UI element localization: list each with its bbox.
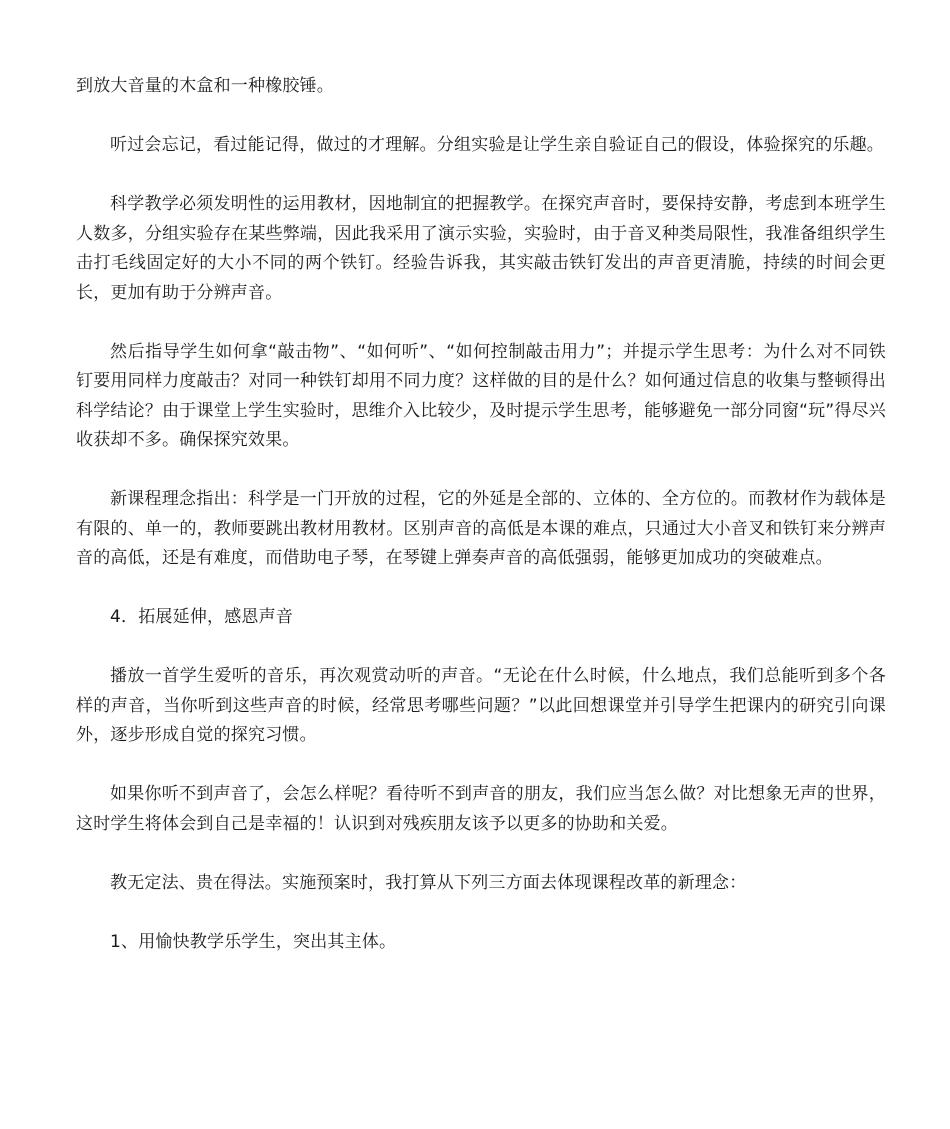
paragraph: 如果你听不到声音了，会怎么样呢？看待听不到声音的朋友，我们应当怎么做？对比想象无声的世界，这时学生将体会到自己是幸福的！认识到对残疾朋友该予以更多的协助和关爱。 <box>76 784 886 834</box>
paragraph-gap <box>76 102 886 132</box>
section-heading: 4．拓展延伸，感恩声音 <box>110 607 294 627</box>
paragraph: 听过会忘记，看过能记得，做过的才理解。分组实验是让学生亲自验证自己的假设，体验探究的乐趣。 <box>110 135 884 155</box>
paragraph: 到放大音量的木盒和一种橡胶锤。 <box>76 76 334 96</box>
paragraph-gap <box>76 574 886 604</box>
list-item: 1、用愉快教学乐学生，突出其主体。 <box>110 931 397 952</box>
paragraph-gap <box>76 751 886 781</box>
paragraph-gap <box>76 456 886 486</box>
paragraph-gap <box>76 308 886 338</box>
paragraph-gap <box>76 633 886 663</box>
paragraph: 播放一首学生爱听的音乐，再次观赏动听的声音。“无论在什么时候，什么地点，我们总能听到多个各样的声音，当你听到这些声音的时候，经常思考哪些问题？”以此回想课堂并引导学生把课内的研究引向课外，逐步形成自觉的探究习惯。 <box>76 666 886 745</box>
document-page <box>76 72 886 957</box>
paragraph: 新课程理念指出：科学是一门开放的过程，它的外延是全部的、立体的、全方位的。而教材作为载体是有限的、单一的，教师要跳出教材用教材。区别声音的高低是本课的难点，只通过大小音叉和铁钉来分辨声音的高低，还是有难度，而借助电子琴，在琴键上弹奏声音的高低强弱，能够更加成功的突破难点。 <box>76 489 886 568</box>
paragraph: 然后指导学生如何拿“敲击物”、“如何听”、“如何控制敲击用力”；并提示学生思考：为什么对不同铁钉要用同样力度敲击？对同一种铁钉却用不同力度？这样做的目的是什么？如何通过信息的收集与整顿得出科学结论？由于课堂上学生实验时，思维介入比较少，及时提示学生思考，能够避免一部分同窗“玩”得尽兴收获却不多。确保探究效果。 <box>76 341 886 450</box>
paragraph: 教无定法、贵在得法。实施预案时，我打算从下列三方面去体现课程改革的新理念： <box>110 872 747 893</box>
paragraph: 科学教学必须发明性的运用教材，因地制宜的把握教学。在探究声音时，要保持安静，考虑到本班学生人数多，分组实验存在某些弊端，因此我采用了演示实验，实验时，由于音叉种类局限性，我准备组织学生击打毛线固定好的大小不同的两个铁钉。经验告诉我，其实敲击铁钉发出的声音更清脆，持续的时间会更长，更加有助于分辨声音。 <box>76 194 886 303</box>
paragraph-gap <box>76 161 886 191</box>
paragraph-gap <box>76 898 886 928</box>
paragraph-gap <box>76 839 886 869</box>
